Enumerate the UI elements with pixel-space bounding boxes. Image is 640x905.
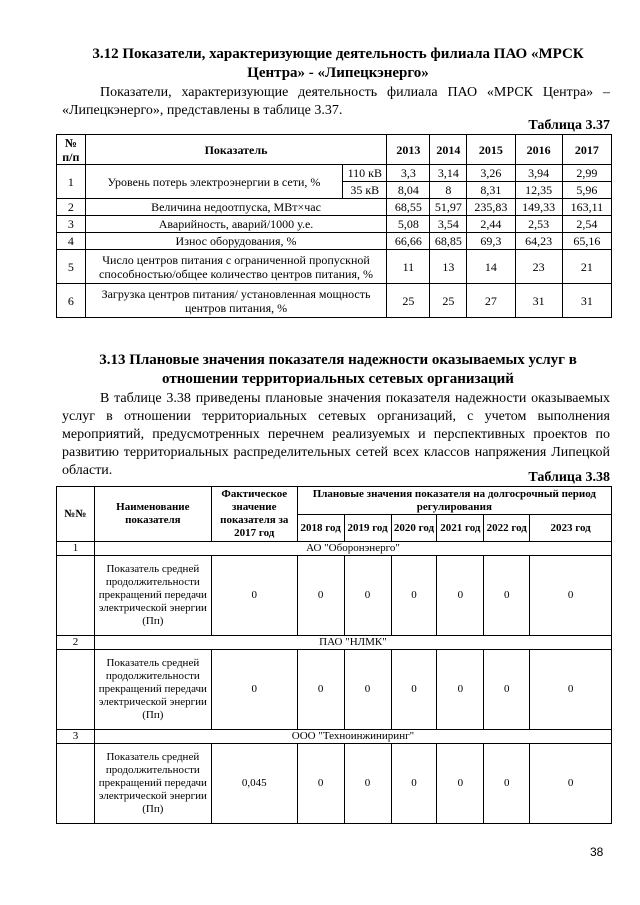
table-cell: 0 [530,556,612,636]
table-cell: 31 [562,284,611,318]
table-cell: Показатель средней продолжительности прекращений передачи электрической энергии (Пп) [94,556,211,636]
org-name: ООО "Техноинжиниринг" [94,730,611,744]
table-cell: 3,94 [515,165,562,182]
table-header: 2017 [562,135,611,165]
table-cell: 3 [57,730,95,744]
table-cell [57,556,95,636]
table-cell: Число центров питания с ограниченной пропускной способностью/общее количество центров питания, % [85,250,387,284]
table-header: 2015 [467,135,515,165]
table-cell: 0 [391,556,437,636]
table-cell: 0 [344,556,391,636]
org-name: ПАО "НЛМК" [94,636,611,650]
table-cell: Загрузка центров питания/ установленная мощность центров питания, % [85,284,387,318]
table-header: №№ [57,487,95,542]
table-row [57,650,612,730]
table-cell: 3,3 [387,165,430,182]
table-header: № п/п [57,135,86,165]
table-cell: Величина недоотпуска, МВт×час [85,199,387,216]
table-row [57,636,612,650]
table-cell: Уровень потерь электроэнергии в сети, % [85,165,342,199]
table-cell: 65,16 [562,233,611,250]
table-caption-3-38: Таблица 3.38 [528,470,610,485]
table-header: 2016 [515,135,562,165]
table-cell: 2 [57,199,86,216]
table-cell: 23 [515,250,562,284]
table-cell: 8 [430,182,467,199]
table-cell: 0 [391,650,437,730]
table-cell: 3,14 [430,165,467,182]
table-header: 2014 [430,135,467,165]
table-cell: 31 [515,284,562,318]
table-cell: 0 [344,744,391,824]
table-header: Показатель [85,135,387,165]
table-cell: 1 [57,542,95,556]
table-header: 2020 год [391,515,437,542]
table-row [57,556,612,636]
table-cell: 0 [344,650,391,730]
table-cell: Аварийность, аварий/1000 у.е. [85,216,387,233]
table-row [57,284,612,318]
table-cell: 13 [430,250,467,284]
table-cell: 3 [57,216,86,233]
table-3-38 [56,486,612,824]
table-cell: 25 [387,284,430,318]
table-header: 2022 год [484,515,530,542]
table-cell: 0 [437,650,484,730]
table-cell: Износ оборудования, % [85,233,387,250]
table-cell: 12,35 [515,182,562,199]
table-cell: 0 [484,650,530,730]
table-cell: 3,54 [430,216,467,233]
table-header: 2018 год [297,515,344,542]
table-row [57,730,612,744]
table-cell: Показатель средней продолжительности прекращений передачи электрической энергии (Пп) [94,744,211,824]
table-cell: 0,045 [211,744,297,824]
table-cell: 0 [484,744,530,824]
table-header: Фактическое значение показателя за 2017 год [211,487,297,542]
table-cell: 0 [297,744,344,824]
table-3-37 [56,134,612,318]
section-heading-3-12: 3.12 Показатели, характеризующие деятельность филиала ПАО «МРСК Центра» - «Липецкэнерго» [92,46,584,81]
table-cell: 0 [530,650,612,730]
table-cell: 0 [530,744,612,824]
table-cell [57,650,95,730]
table-row [57,250,612,284]
table-header: 2013 [387,135,430,165]
table-cell: 0 [437,556,484,636]
table-caption-3-37: Таблица 3.37 [528,118,610,133]
table-cell: 2,54 [562,216,611,233]
table-cell: 21 [562,250,611,284]
table-cell: 14 [467,250,515,284]
table-header: Наименование показателя [94,487,211,542]
table-row [57,216,612,233]
table-cell: 0 [297,650,344,730]
table-row [57,542,612,556]
table-cell: 2 [57,636,95,650]
table-cell: 6 [57,284,86,318]
table-header: 2019 год [344,515,391,542]
table-cell: 69,3 [467,233,515,250]
table-cell: 0 [211,556,297,636]
table-cell: 0 [391,744,437,824]
table-header: Плановые значения показателя на долгосрочный период регулирования [297,487,611,515]
table-header: 2023 год [530,515,612,542]
table-cell: 27 [467,284,515,318]
table-cell: 110 кВ [343,165,387,182]
table-cell: 2,53 [515,216,562,233]
table-cell: 5,96 [562,182,611,199]
table-cell: 68,55 [387,199,430,216]
table-cell: 2,44 [467,216,515,233]
section-heading-3-13: 3.13 Плановые значения показателя надежности оказываемых услуг в отношении территориальных сетевых организаций [99,352,577,387]
table-cell: 5,08 [387,216,430,233]
table-cell: 0 [437,744,484,824]
table-cell: 235,83 [467,199,515,216]
table-cell: 8,31 [467,182,515,199]
table-cell: 0 [211,650,297,730]
table-cell: 163,11 [562,199,611,216]
table-cell: 3,26 [467,165,515,182]
table-cell: Показатель средней продолжительности прекращений передачи электрической энергии (Пп) [94,650,211,730]
table-cell: 0 [297,556,344,636]
table-cell: 1 [57,165,86,199]
table-cell: 66,66 [387,233,430,250]
table-cell: 2,99 [562,165,611,182]
section-paragraph-3-12: Показатели, характеризующие деятельность филиала ПАО «МРСК Центра» – «Липецкэнерго», представлены в таблице 3.37. [62,85,610,118]
org-name: АО "Оборонэнерго" [94,542,611,556]
table-row [57,744,612,824]
table-row [57,233,612,250]
table-cell: 11 [387,250,430,284]
page-number: 38 [590,845,604,859]
table-cell: 25 [430,284,467,318]
table-cell: 149,33 [515,199,562,216]
table-row [57,199,612,216]
table-cell: 51,97 [430,199,467,216]
section-paragraph-3-13: В таблице 3.38 приведены плановые значения показателя надежности оказываемых услуг в отношении территориальных сетевых организаций, с учетом выполнения мероприятий, предусмотренных перечнем реализуемых и перспективных проектов по развитию территориальных распределительных сетей всех классов напряжения Липецкой области. [62,391,610,478]
table-header: 2021 год [437,515,484,542]
table-cell: 64,23 [515,233,562,250]
table-cell: 0 [484,556,530,636]
table-cell: 8,04 [387,182,430,199]
table-cell: 35 кВ [343,182,387,199]
table-cell: 4 [57,233,86,250]
table-cell: 68,85 [430,233,467,250]
table-cell: 5 [57,250,86,284]
table-cell [57,744,95,824]
